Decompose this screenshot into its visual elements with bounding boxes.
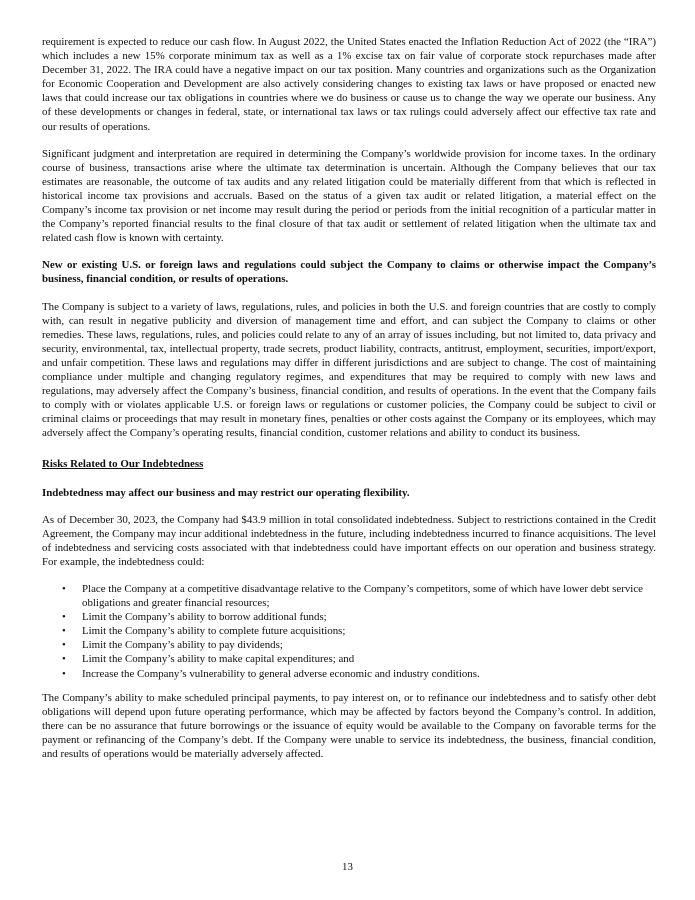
document-page (42, 35, 656, 761)
list-item-text: Limit the Company’s ability to borrow additional funds; (82, 611, 327, 624)
list-item (42, 652, 656, 666)
list-item (42, 638, 656, 652)
bullet-icon: • (62, 667, 66, 680)
list-item-text: Increase the Company’s vulnerability to general adverse economic and industry conditions. (82, 667, 480, 680)
list-item-text: Limit the Company’s ability to complete future acquisitions; (82, 625, 346, 638)
list-item (42, 610, 656, 624)
indebtedness-paragraph: As of December 30, 2023, the Company had $43.9 million in total consolidated indebtedness. Subject to restrictions contained in the Credit Agreement, the Company may incur additional indebtedness in the future, including indebtedness incurred to finance acquisitions. The level of indebtedness and servicing costs associated with that indebtedness could have important effects on our operation and business strategy. For example, the indebtedness could: (42, 513, 656, 568)
bullet-icon: • (62, 583, 66, 595)
list-item (42, 582, 656, 610)
bullet-icon: • (62, 639, 66, 652)
section-heading-indebtedness: Risks Related to Our Indebtedness (42, 458, 204, 471)
list-item-text: Place the Company at a competitive disadvantage relative to the Company’s competitors, some of which have lower debt service obligations and greater financial resources; (82, 583, 644, 610)
laws-regulations-paragraph: The Company is subject to a variety of laws, regulations, rules, and policies in both the U.S. and foreign countries that are costly to comply with, can result in negative publicity and diversion of management time and effort, and can subject the Company to claims or other remedies. These laws, regulations, rules, and policies could relate to any of an array of issues including, but not limited to, data privacy and security, environmental, tax, intellectual property, trade secrets, product liability, contracts, antitrust, employment, securities, import/export, and unfair competition. These laws and regulations may differ in different jurisdictions and are subject to change. The cost of maintaining compliance under multiple and changing regulatory regimes, and expenditures that may be required to comply with new laws and regulations, may adversely affect the Company’s business, financial condition, and results of operations. In the event that the Company fails to comply with or violates applicable U.S. or foreign laws or regulations or customer policies, the Company could be subject to civil or criminal claims or proceedings that may result in monetary fines, penalties or other costs against the Company or its employees, which may adversely affect the Company’s operating results, financial condition, customer relations and ability to conduct its business. (42, 300, 656, 440)
list-item (42, 624, 656, 638)
list-item-text: Limit the Company’s ability to pay dividends; (82, 639, 283, 652)
page-number: 13 (342, 861, 353, 873)
bullet-icon: • (62, 611, 66, 624)
debt-service-paragraph: The Company’s ability to make scheduled principal payments, to pay interest on, or to refinance our indebtedness and to satisfy other debt obligations will depend upon future operating performance, which may be affected by factors beyond the Company’s control. In addition, there can be no assurance that future borrowings or the issuance of equity would be available to the Company on favorable terms for the payment or refinancing of the Company’s debt. If the Company were unable to service its indebtedness, the business, financial condition, and results of operations would be materially adversely affected. (42, 691, 656, 761)
bullet-icon: • (62, 653, 66, 666)
list-item (42, 667, 656, 681)
indebtedness-effects-list (42, 582, 656, 681)
indebtedness-heading: Indebtedness may affect our business and may restrict our operating flexibility. (42, 486, 410, 499)
tax-laws-paragraph: requirement is expected to reduce our cash flow. In August 2022, the United States enacted the Inflation Reduction Act of 2022 (the “IRA”) which includes a new 15% corporate minimum tax as well as a 1% excise tax on fair value of corporate stock repurchases made after December 31, 2022. The IRA could have a negative impact on our tax position. Many countries and organizations such as the Organization for Economic Cooperation and Development are also actively considering changes to existing tax laws or have proposed or enacted new laws that could increase our tax obligations in countries where we do business or cause us to change the way we operate our business. Any of these developments or changes in federal, state, or international tax laws or tax rulings could adversely affect our effective tax rate and our results of operations. (42, 36, 656, 133)
tax-judgment-paragraph: Significant judgment and interpretation are required in determining the Company’s worldwide provision for income taxes. In the ordinary course of business, transactions arise where the ultimate tax determination is uncertain. Although the Company believes that our tax estimates are reasonable, the outcome of tax audits and any related litigation could be materially different from that which is reflected in historical income tax provisions and accruals. Based on the status of a given tax audit or related litigation, a material effect on the Company’s income tax provision or net income may result during the period or periods from the initial recognition of a particular matter in the Company’s reported financial results to the final closure of that tax audit or settlement of related litigation when the ultimate tax and related cash flow is known with certainty. (42, 147, 656, 245)
laws-regulations-heading: New or existing U.S. or foreign laws and regulations could subject the Company to claims or otherwise impact the Company’s business, financial condition, or results of operations. (42, 259, 656, 286)
bullet-icon: • (62, 625, 66, 638)
list-item-text: Limit the Company’s ability to make capital expenditures; and (82, 653, 355, 666)
